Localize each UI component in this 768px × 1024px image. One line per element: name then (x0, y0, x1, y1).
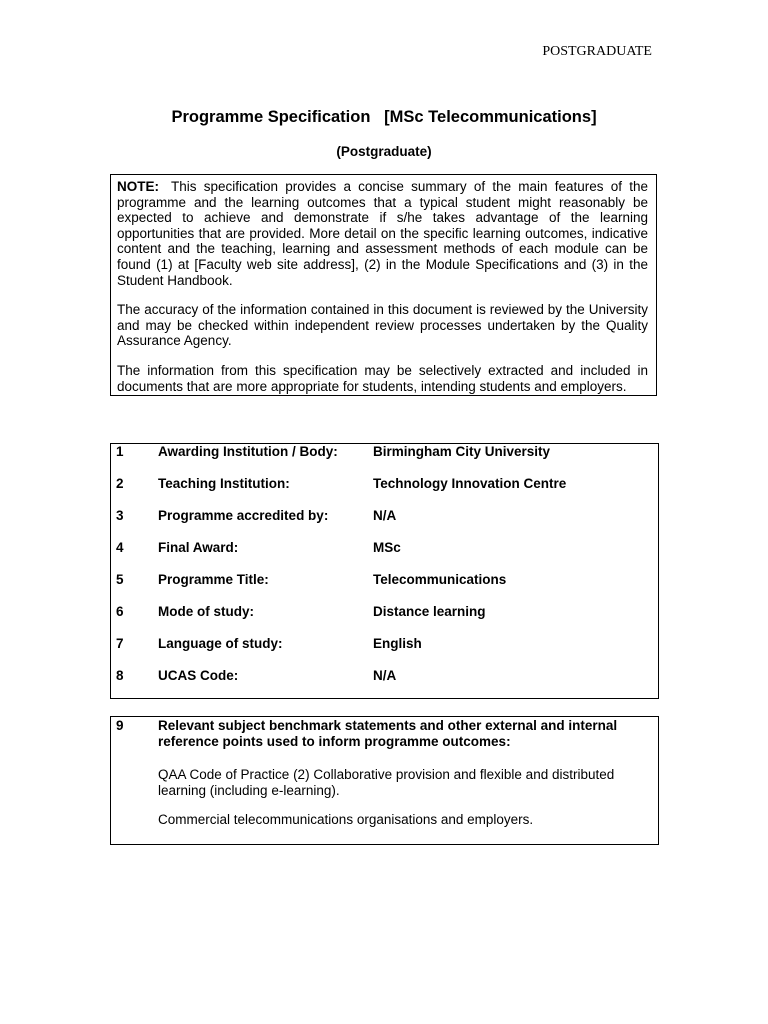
note-box (110, 174, 657, 396)
reference-heading: Relevant subject benchmark statements and other external and internal reference points used to inform programme outcomes: (158, 718, 618, 749)
row-number: 6 (116, 604, 124, 619)
reference-item-qaa: QAA Code of Practice (2) Collaborative provision and flexible and distributed learning (including e-learning). (158, 767, 615, 798)
row-value: Telecommunications (373, 572, 507, 587)
document-subtitle: (Postgraduate) (336, 144, 432, 159)
row-label: Programme Title: (158, 572, 269, 587)
document-title: Programme Specification [MSc Telecommunications] (171, 108, 597, 126)
row-label: Programme accredited by: (158, 508, 329, 523)
row-value: MSc (373, 540, 401, 555)
note-paragraph-1 (117, 179, 648, 288)
row-number: 1 (116, 444, 124, 459)
note-text: This specification provides a concise summary of the main features of the programme and the learning outcomes that a typical student might reasonably be expected to achieve and demonstrate if s/he takes advantage of the learning opportunities that are provided. More detail on the specific learning outcomes, indicative content and the teaching, learning and assessment methods of each module can be found (1) at [Faculty web site address], (2) in the Module Specifications and (3) in the Student Handbook. (117, 179, 648, 288)
row-value: English (373, 636, 422, 651)
row-label: Teaching Institution: (158, 476, 290, 491)
row-label: Language of study: (158, 636, 283, 651)
page-header-label: POSTGRADUATE (542, 44, 652, 59)
row-number: 5 (116, 572, 124, 587)
note-paragraph-2: The accuracy of the information contained in this document is reviewed by the University and may be checked within independent review processes undertaken by the Quality Assurance Agency. (117, 302, 648, 349)
row-value: Distance learning (373, 604, 486, 619)
note-paragraph-3: The information from this specification may be selectively extracted and included in documents that are more appropriate for students, intending students and employers. (117, 362, 648, 394)
row-label: Awarding Institution / Body: (158, 444, 338, 459)
row-number: 4 (116, 540, 124, 555)
reference-item-commercial: Commercial telecommunications organisations and employers. (158, 812, 534, 827)
row-label: Mode of study: (158, 604, 254, 619)
row-value: Birmingham City University (373, 444, 551, 459)
reference-points-box (110, 716, 659, 845)
row-value: Technology Innovation Centre (373, 476, 567, 491)
row-value: N/A (373, 668, 397, 683)
programme-info-table (110, 443, 659, 699)
row-number: 2 (116, 476, 124, 491)
row-label: UCAS Code: (158, 668, 239, 683)
row-label: Final Award: (158, 540, 239, 555)
note-label: NOTE: (117, 179, 159, 194)
row-number: 3 (116, 508, 124, 523)
row-value: N/A (373, 508, 397, 523)
row-number: 8 (116, 668, 124, 683)
row-number: 7 (116, 636, 124, 651)
row-number: 9 (116, 718, 124, 733)
